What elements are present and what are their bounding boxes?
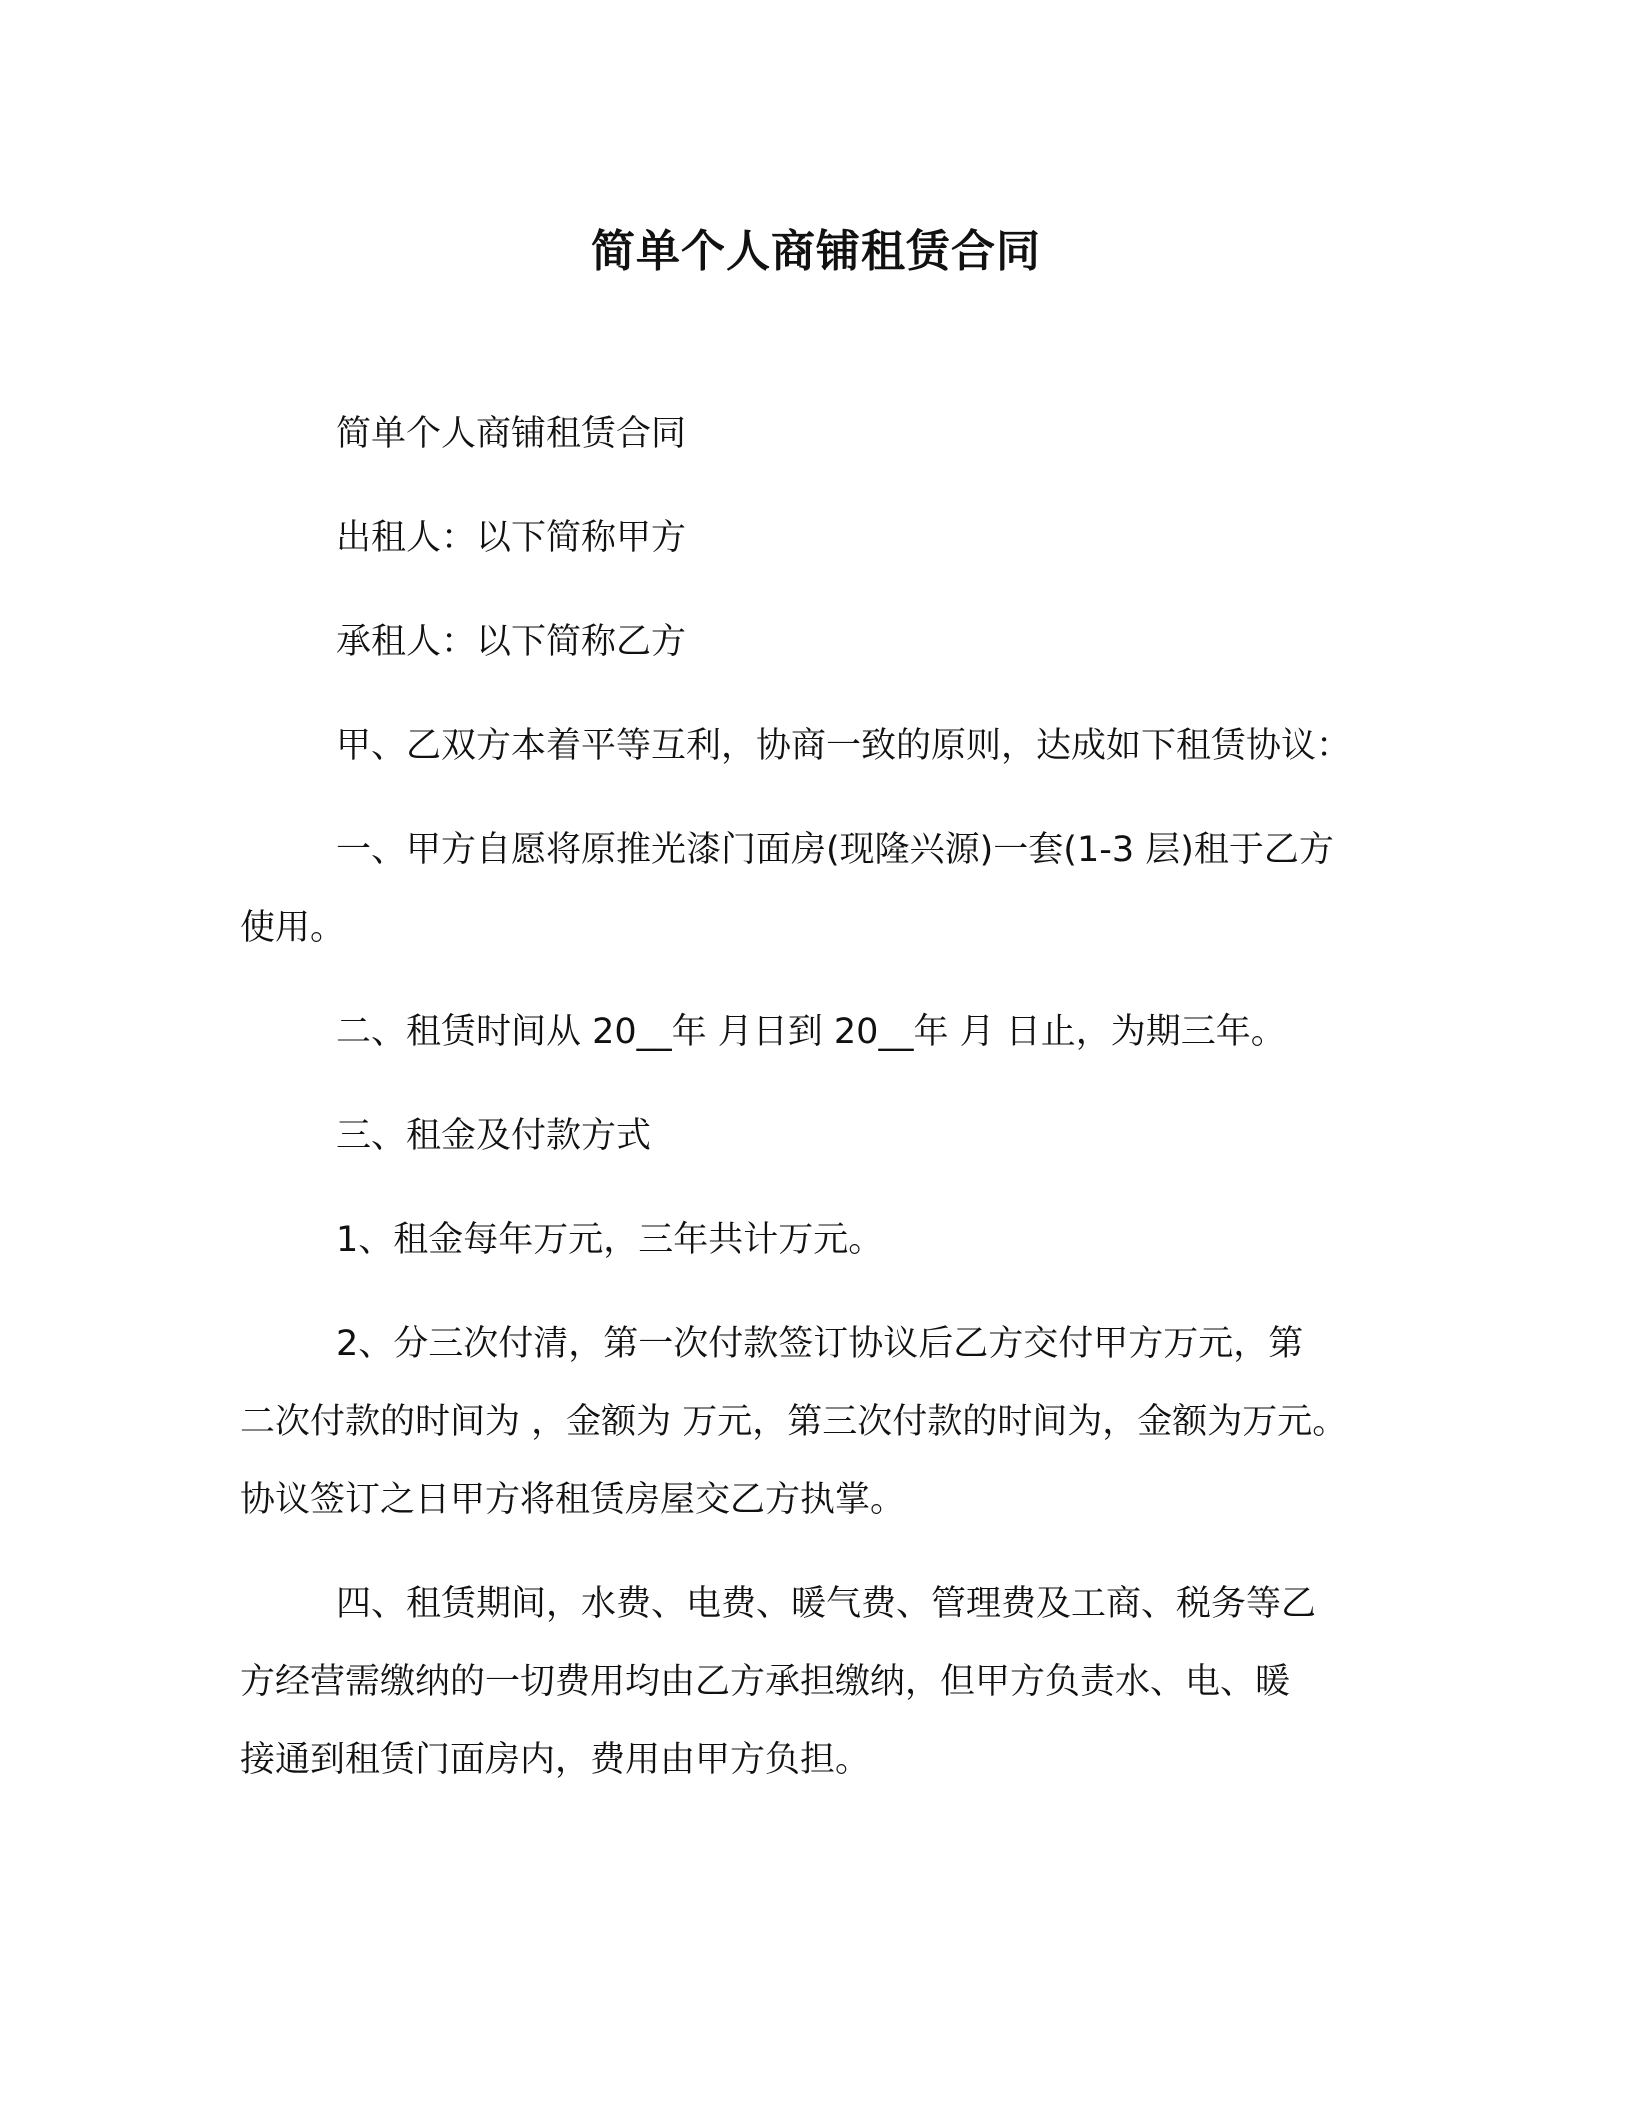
paragraph-heading	[240, 395, 1392, 473]
paragraph-line: 二、租赁时间从 20__年 月日到 20__年 月 日止，为期三年。	[336, 1012, 1286, 1052]
paragraph-line: 简单个人商铺租赁合同	[336, 414, 687, 454]
paragraph-lessor	[240, 499, 1392, 577]
paragraph-line: 方经营需缴纳的一切费用均由乙方承担缴纳，但甲方负责水、电、暖	[240, 1662, 1291, 1702]
paragraph-line: 使用。	[240, 908, 346, 948]
paragraph-preamble	[240, 707, 1392, 785]
paragraph-clause-1	[240, 811, 1392, 967]
document-title: 简单个人商铺租赁合同	[591, 226, 1041, 277]
paragraph-line: 协议签订之日甲方将租赁房屋交乙方执掌。	[240, 1480, 906, 1520]
document-body	[240, 395, 1392, 1825]
paragraph-clause-3-2	[240, 1305, 1392, 1539]
paragraph-line: 三、租金及付款方式	[336, 1116, 652, 1156]
paragraph-line: 一、甲方自愿将原推光漆门面房(现隆兴源)一套(1-3 层)租于乙方	[336, 830, 1334, 870]
paragraph-line: 出租人：以下简称甲方	[336, 518, 687, 558]
paragraph-line: 二次付款的时间为 ，金额为 万元，第三次付款的时间为，金额为万元。	[240, 1402, 1348, 1442]
paragraph-line: 承租人：以下简称乙方	[336, 622, 687, 662]
paragraph-clause-3	[240, 1097, 1392, 1175]
paragraph-line: 四、租赁期间，水费、电费、暖气费、管理费及工商、税务等乙	[336, 1584, 1317, 1624]
paragraph-line: 甲、乙双方本着平等互利，协商一致的原则，达成如下租赁协议：	[336, 726, 1352, 766]
paragraph-line: 接通到租赁门面房内，费用由甲方负担。	[240, 1740, 871, 1780]
paragraph-clause-3-1	[240, 1201, 1392, 1279]
paragraph-clause-4	[240, 1565, 1392, 1799]
paragraph-line: 2、分三次付清，第一次付款签订协议后乙方交付甲方万元，第	[336, 1324, 1304, 1364]
paragraph-clause-2	[240, 993, 1392, 1071]
paragraph-line: 1、租金每年万元，三年共计万元。	[336, 1220, 884, 1260]
paragraph-lessee	[240, 603, 1392, 681]
